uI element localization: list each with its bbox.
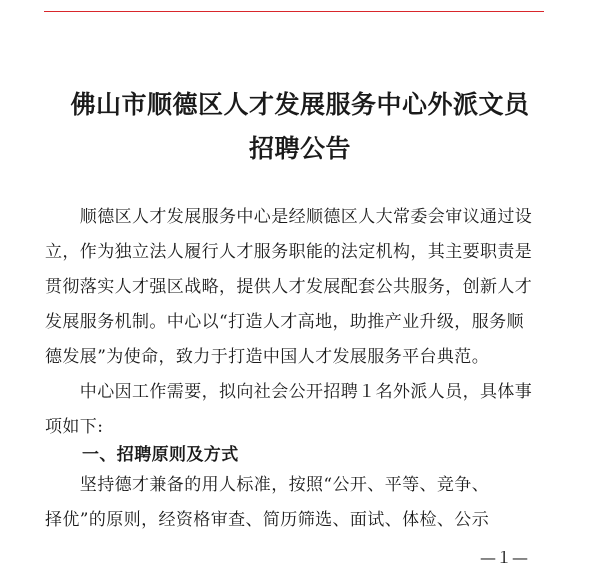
header-rule bbox=[44, 11, 544, 12]
document-title-line-1: 佛山市顺德区人才发展服务中心外派文员 bbox=[70, 90, 530, 119]
section1-line-2: 择优”的原则，经资格审查、简历筛选、面试、体检、公示 bbox=[45, 510, 490, 530]
section-heading-recruitment-principles: 一、招聘原则及方式 bbox=[82, 445, 239, 465]
section1-line-1: 坚持德才兼备的用人标准，按照“公开、平等、竞争、 bbox=[45, 475, 490, 495]
document-title-line-2: 招聘公告 bbox=[248, 134, 351, 163]
intro-line-3: 贯彻落实人才强区战略，提供人才发展配套公共服务，创新人才 bbox=[45, 277, 533, 297]
intro-line-2: 立，作为独立法人履行人才服务职能的法定机构，其主要职责是 bbox=[45, 242, 533, 262]
purpose-line-1: 中心因工作需要，拟向社会公开招聘１名外派人员，具体事 bbox=[45, 382, 533, 402]
intro-line-1: 顺德区人才发展服务中心是经顺德区人大常委会审议通过设 bbox=[45, 207, 533, 227]
intro-line-4: 发展服务机制。中心以“打造人才高地，助推产业升级，服务顺 bbox=[45, 312, 524, 332]
purpose-line-2: 项如下: bbox=[45, 417, 104, 437]
page-number: —１— bbox=[479, 548, 528, 567]
intro-line-5: 德发展”为使命，致力于打造中国人才发展服务平台典范。 bbox=[45, 347, 490, 367]
